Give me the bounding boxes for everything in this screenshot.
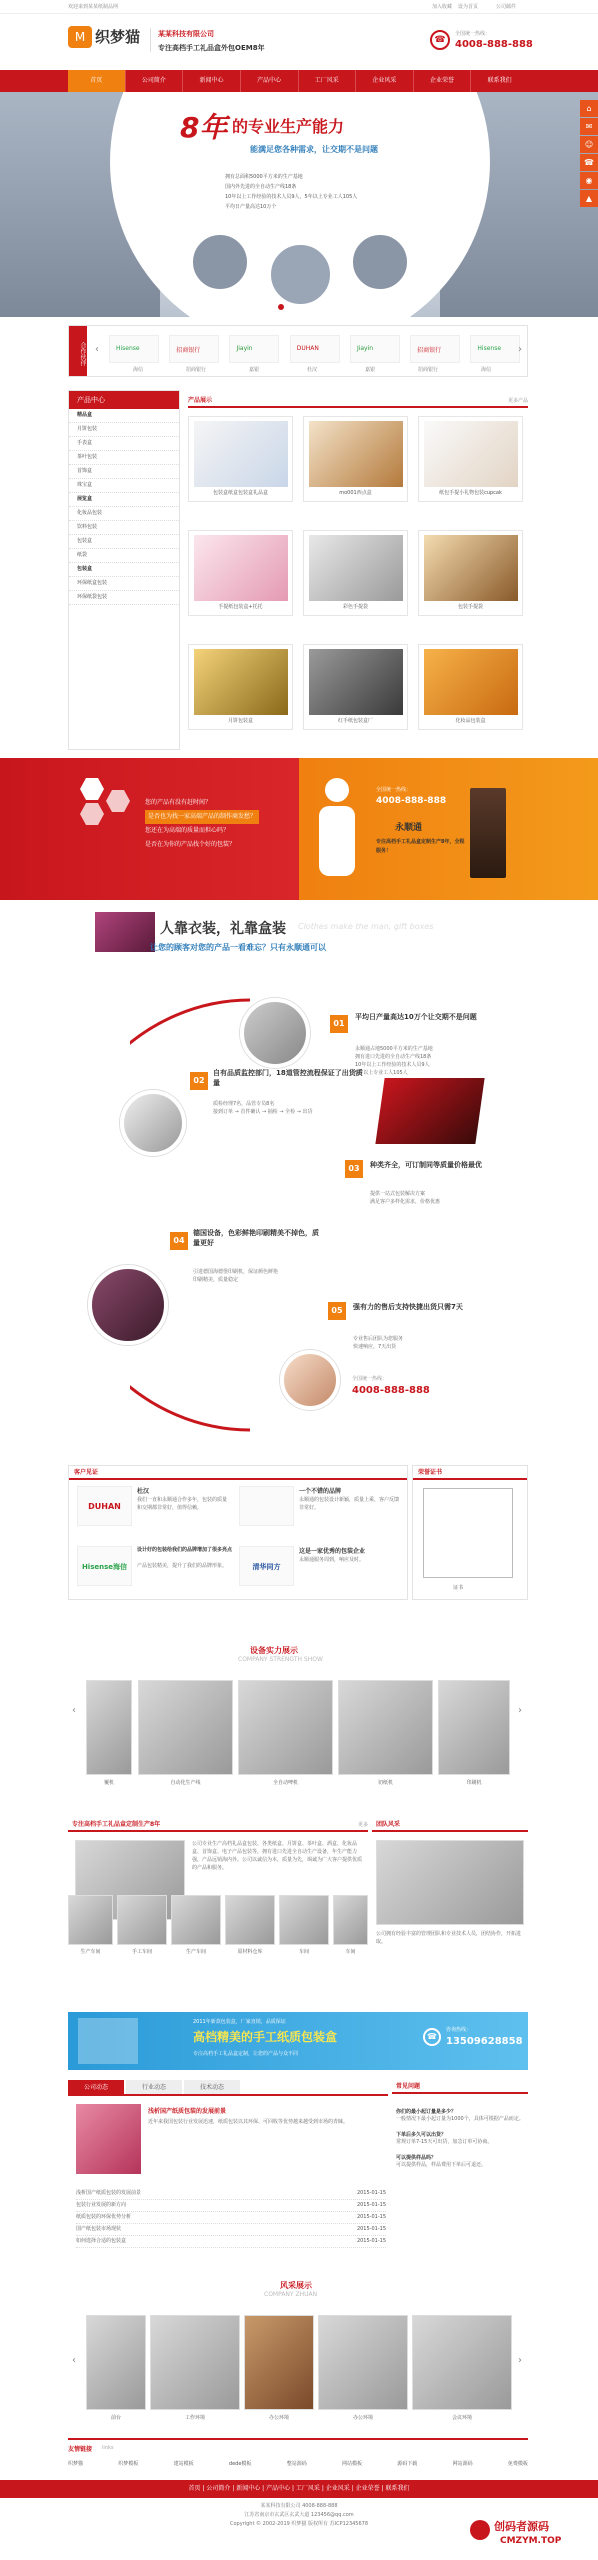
team-text: 公司拥有经验丰富的管理团队和专业技术人员，团结协作，开拓进取。 <box>376 1931 522 1945</box>
strength-caption: 自动化生产线 <box>170 1780 201 1786</box>
hexagon-photo <box>80 803 104 825</box>
back-top-icon[interactable]: ▲ <box>580 190 598 207</box>
product-image[interactable] <box>424 535 518 601</box>
welcome-text: 欢迎来到某某纸制品网 <box>68 4 119 10</box>
about-section <box>68 1818 368 1832</box>
footer-nav-link[interactable]: 首页 <box>188 2485 201 2492</box>
category-item[interactable]: 化妆品包装 <box>69 507 179 521</box>
promo-hotline-label: 咨询热线： <box>446 2027 472 2033</box>
product-caption[interactable]: mo001西点盒 <box>339 490 372 496</box>
news-tabs <box>68 2080 388 2096</box>
category-item[interactable]: 环保纸盒包装 <box>69 577 179 591</box>
client-logo[interactable] <box>239 1486 294 1526</box>
chevron-right-icon[interactable]: › <box>518 2355 522 2366</box>
gallery-caption: 生产车间 <box>80 1949 101 1955</box>
cta-question: 您的产品有没有赶时间？ <box>145 799 212 806</box>
product-caption[interactable]: 包装盒纸盒包装盒礼品盒 <box>212 490 268 496</box>
about-more-link[interactable]: 更多 <box>357 1822 368 1828</box>
client-title[interactable]: 一个不错的品牌 <box>299 1488 342 1495</box>
hexagon-photo <box>80 778 104 800</box>
strength-caption: 全自动啤机 <box>272 1780 298 1786</box>
promo-sub: 专注高档手工礼品盒定制，让您的产品与众不同 <box>193 2051 299 2057</box>
tab-industry-news[interactable]: 行业动态 <box>126 2080 182 2094</box>
footer-nav-link[interactable]: 企业风采 <box>325 2485 350 2492</box>
team-head: 团队风采 <box>372 1818 528 1832</box>
top-bar <box>0 0 598 14</box>
certificate-image[interactable] <box>423 1488 513 1578</box>
client-logo[interactable]: 清华同方 <box>239 1546 294 1586</box>
home-icon[interactable]: ⌂ <box>580 100 598 117</box>
client-title[interactable]: 这是一家优秀的包装企业 <box>299 1548 366 1555</box>
footer-nav: 首页 | 公司简介 | 新闻中心 | 产品中心 | 工厂风采 | 企业风采 | 企业荣誉 | 联系我们 <box>0 2480 598 2498</box>
banner-bullets <box>225 172 357 212</box>
news-feature-image[interactable] <box>76 2104 141 2174</box>
phone-icon: ☎ <box>430 30 450 50</box>
advantage-desc: 提供一站式包装解决方案 满足客户多样化需求，价格优惠 <box>370 1191 441 1205</box>
product-card[interactable] <box>418 416 523 502</box>
product-image[interactable] <box>424 421 518 487</box>
strength-photo[interactable] <box>338 1680 433 1775</box>
advantage-title: 德国设备，色彩鲜艳印刷精美不掉色，质量更好 <box>193 1229 319 1247</box>
phone-icon: ☎ <box>423 2028 441 2046</box>
qq-icon[interactable]: ☺ <box>580 136 598 153</box>
chevron-left-icon[interactable]: ‹ <box>72 2355 76 2366</box>
advantage-desc: 永顺通占地5000平方米的生产基地 拥有进口先进的全自动生产线18条 10年以上工作经验的技术人员9人 5年以上专业工人105人 <box>355 1046 433 1076</box>
header <box>0 14 598 70</box>
banner-subhead: 能满足您各种需求，让交期不是问题 <box>250 145 378 154</box>
footer-nav-link[interactable]: 公司简介 <box>206 2485 231 2492</box>
red-gift-box-image <box>375 1078 484 1144</box>
product-image[interactable] <box>424 649 518 715</box>
advantage-desc: 专业售后团队为您服务 快速响应，7天出货 <box>353 1336 404 1350</box>
product-sidebar-title: 产品中心 <box>69 391 179 409</box>
environment-photo[interactable] <box>318 2315 408 2410</box>
nav-honor[interactable]: 企业荣誉 <box>414 70 472 92</box>
strength-photo[interactable] <box>138 1680 233 1775</box>
client-title[interactable]: 杜汉 <box>137 1488 150 1495</box>
promo-title: 高档精美的手工纸质包装盒 <box>193 2030 338 2044</box>
category-item[interactable]: 纸袋 <box>69 549 179 563</box>
product-image[interactable] <box>194 535 288 601</box>
more-products-link[interactable]: 更多产品 <box>507 398 528 404</box>
news-feature-desc: 近年来我国包装行业发展迅速，纸质包装以其环保、可回收等优势越来越受到市场的青睐。 <box>148 2119 349 2125</box>
friend-link[interactable]: 网站模板 <box>341 2461 362 2467</box>
header-hotline: 4008-888-888 <box>455 39 533 50</box>
honor-caption: 证书 <box>453 1585 464 1591</box>
footer-nav-link[interactable]: 企业荣誉 <box>355 2485 380 2492</box>
partner-logos <box>109 335 528 365</box>
friend-link[interactable]: dede模板 <box>228 2461 252 2467</box>
promo-banner[interactable] <box>68 2012 528 2070</box>
service-girl-photo <box>280 1350 340 1410</box>
product-card[interactable] <box>418 530 523 616</box>
slider-dot[interactable] <box>302 304 308 310</box>
floating-toolbar <box>580 100 598 208</box>
friend-link[interactable]: 网站源码 <box>452 2461 473 2467</box>
strength-title: 设备实力展示 <box>250 1646 298 1655</box>
about-text: 公司专业生产高档礼品盒包装、各类纸盒、月饼盒、茶叶盒、酒盒、化妆品盒、首饰盒、电子产品包装等，拥有进口先进全自动生产设备，年生产能力强，产品远销海内外。公司以诚信为本，质量为先，竭诚为广大客户提供优质的产品和服务。 <box>192 1841 362 1871</box>
news-row[interactable]: 纸质包装的环保优势分析 2015-01-15 <box>76 2212 386 2224</box>
team-section <box>372 1818 528 1832</box>
cta-question: 是否在为你的产品找个好的包装？ <box>145 841 236 848</box>
chat-icon[interactable]: ✉ <box>580 118 598 135</box>
client-title[interactable]: 设计好的包装给我们的品牌增加了很多亮点 <box>137 1547 233 1553</box>
environment-photo[interactable] <box>86 2315 146 2410</box>
chevron-right-icon[interactable]: › <box>518 344 522 355</box>
news-row[interactable]: 包装行业发展的新方向 2015-01-15 <box>76 2200 386 2212</box>
product-image[interactable] <box>309 649 403 715</box>
news-list <box>76 2188 386 2248</box>
banner-bullet: 10年以上工作经验的技术人员9人，5年以上专业工人105人 <box>225 194 358 200</box>
strength-caption: 印刷机 <box>466 1780 482 1786</box>
product-image[interactable] <box>309 421 403 487</box>
news-row[interactable]: 如何选择合适的包装盒 2015-01-15 <box>76 2236 386 2248</box>
friend-link[interactable]: 源码下载 <box>397 2461 418 2467</box>
partner-logo[interactable]: Hisense <box>109 335 159 363</box>
product-card[interactable] <box>303 530 408 616</box>
category-item[interactable]: 手表盒 <box>69 437 179 451</box>
footer-address: 江苏省南京市玄武区玄武大道 123456@qq.com <box>244 2512 354 2518</box>
arc-line <box>130 1000 250 1430</box>
links-head-en: links <box>102 2445 114 2451</box>
environment-caption: 工作环境 <box>184 2415 205 2421</box>
partner-name: 招商银行 <box>185 367 206 373</box>
promo-box-image <box>78 2018 138 2064</box>
add-favorite-link[interactable]: 加入收藏 <box>432 4 453 10</box>
news-feature-title[interactable]: 浅析国产纸质包装的发展前景 <box>148 2108 227 2115</box>
faq-question[interactable]: 可以提供样品吗？ <box>396 2155 437 2161</box>
footer-nav-link[interactable]: 新闻中心 <box>236 2485 261 2492</box>
faq-question[interactable]: 你们的最小起订量是多少？ <box>396 2109 457 2115</box>
environment-caption: 前台 <box>110 2415 121 2421</box>
partner-logo[interactable]: 招商银行 <box>410 335 460 363</box>
client-testimonials <box>68 1465 408 1600</box>
promo-hotline: 13509628858 <box>446 2036 523 2047</box>
partner-logo[interactable]: Jiayin <box>350 335 400 363</box>
gallery-caption: 车间 <box>345 1949 356 1955</box>
cta-hotline-label: 全国统一热线： <box>376 787 412 793</box>
hero-banner <box>0 92 598 317</box>
links-list <box>68 2460 528 2467</box>
strength-photo[interactable] <box>438 1680 510 1775</box>
logo-text[interactable]: 织梦猫 <box>95 28 141 46</box>
nav-style[interactable]: 企业风采 <box>356 70 414 92</box>
gallery-photo[interactable] <box>117 1895 167 1945</box>
links-head: 友情链接 <box>68 2446 93 2453</box>
figure-body <box>319 806 355 876</box>
hotline-label: 全国统一热线： <box>455 31 491 37</box>
team-photo[interactable] <box>376 1840 524 1925</box>
partner-names <box>109 366 515 373</box>
client-desc: 永顺通的包装设计新颖，质量上乘，客户反馈非常好。 <box>299 1497 400 1511</box>
partner-logo[interactable]: 招商银行 <box>169 335 219 363</box>
nav-about[interactable]: 公司简介 <box>126 70 184 92</box>
footer-company: 某某科技有限公司 4008-888-888 <box>260 2503 338 2509</box>
news-section <box>68 2080 388 2270</box>
footer-nav-link[interactable]: 工厂风采 <box>295 2485 320 2492</box>
chevron-left-icon[interactable]: ‹ <box>95 344 99 355</box>
open-gift-box-image <box>95 912 155 952</box>
gallery-photo[interactable] <box>225 1895 275 1945</box>
footer-nav-link[interactable]: 产品中心 <box>266 2485 291 2492</box>
category-heading[interactable]: 精品盒 <box>69 409 179 423</box>
product-card[interactable] <box>188 530 293 616</box>
nav-contact[interactable]: 联系我们 <box>487 77 512 84</box>
product-panel-head <box>188 394 528 408</box>
category-item[interactable]: 茶叶包装 <box>69 451 179 465</box>
cta-questions <box>145 796 259 852</box>
weibo-icon[interactable]: ◉ <box>580 172 598 189</box>
faq-question[interactable]: 下单后多久可以出货？ <box>396 2132 447 2138</box>
friend-link[interactable]: 免费模板 <box>507 2461 528 2467</box>
client-desc: 产品包装精美，提升了我们的品牌形象。 <box>137 1563 228 1569</box>
businessman-figure <box>305 778 365 888</box>
environment-title: 风采展示 <box>280 2281 312 2290</box>
company-name: 某某科技有限公司 <box>158 30 214 38</box>
banner-bullet: 国内外先进的全自动生产线18条 <box>225 184 297 190</box>
promo-top: 2011年新款包装盒，厂家直销，品质保证 <box>193 2019 286 2025</box>
cta-brand: 永顺通 <box>395 823 423 833</box>
chevron-left-icon[interactable]: ‹ <box>72 1705 76 1716</box>
strength-caption: 切纸机 <box>377 1780 393 1786</box>
advantages-title-en: Clothes make the man, gift boxes <box>298 922 434 931</box>
category-heading[interactable]: 展览盒 <box>69 493 179 507</box>
environment-photo[interactable] <box>150 2315 240 2410</box>
environment-caption: 办公环境 <box>268 2415 289 2421</box>
hexagon-photos <box>80 778 150 838</box>
partners-bar <box>68 325 528 377</box>
friend-link[interactable]: 建站模板 <box>173 2461 194 2467</box>
partner-name: 海信 <box>132 367 143 373</box>
workshop-photo-2 <box>268 242 333 307</box>
product-sidebar <box>68 390 180 750</box>
partner-name: 嘉银 <box>248 367 259 373</box>
friend-link[interactable]: 织梦猫 <box>68 2461 84 2467</box>
main-nav <box>0 70 598 92</box>
faq-answer: 常规订单7-15天可出货，加急订单可协商。 <box>396 2139 493 2145</box>
product-caption[interactable]: 包装手提袋 <box>457 604 483 610</box>
faq-answer: 一般情况下最小起订量为1000个，具体可根据产品而定。 <box>396 2116 524 2122</box>
advantage-desc: 引进德国海德堡印刷机，保证颜色鲜艳 印刷精美，质量稳定 <box>193 1269 279 1283</box>
nav-home[interactable]: 首页 <box>68 70 126 92</box>
nav-news[interactable]: 新闻中心 <box>183 70 241 92</box>
cat-logo-icon[interactable]: M <box>68 26 92 48</box>
client-logo[interactable]: Hisense海信 <box>77 1546 132 1586</box>
friend-link[interactable]: 织梦模板 <box>118 2461 139 2467</box>
product-image[interactable] <box>309 535 403 601</box>
partner-name: 海信 <box>480 367 491 373</box>
purple-box-photo <box>88 1265 168 1345</box>
product-image[interactable] <box>194 649 288 715</box>
header-divider <box>150 28 151 52</box>
partner-name: 嘉银 <box>364 367 375 373</box>
figure-head <box>325 778 349 802</box>
strength-caption: 覆机 <box>103 1780 114 1786</box>
footer-copyright: Copyright © 2002-2019 织梦猫 版权所有 苏ICP12345678 <box>229 2521 369 2527</box>
honor-panel <box>412 1465 528 1600</box>
product-image[interactable] <box>194 421 288 487</box>
slider-dot-active[interactable] <box>278 304 284 310</box>
product-card[interactable] <box>303 644 408 730</box>
faq-section <box>392 2080 528 2270</box>
quality-check-photo <box>120 1090 186 1156</box>
advantages-subtitle: 让您的顾客对您的产品一看难忘？只有永顺通可以 <box>150 943 326 952</box>
nav-products[interactable]: 产品中心 <box>241 70 299 92</box>
faq-head: 常见问题 <box>392 2080 528 2094</box>
environment-caption: 会议环境 <box>451 2415 472 2421</box>
advantage-title: 强有力的售后支持快捷出货只需7天 <box>353 1303 463 1311</box>
advantage-num: 04 <box>170 1232 188 1250</box>
friend-link[interactable]: 整站源码 <box>286 2461 307 2467</box>
slider-dot[interactable] <box>290 304 296 310</box>
footer-nav-link[interactable]: 联系我们 <box>385 2485 410 2492</box>
banner-bullet: 拥有总面积5000平方米的生产基地 <box>225 174 303 180</box>
advantage-title: 种类齐全，可订制同等质量价格最优 <box>370 1161 482 1169</box>
gallery-caption: 生产车间 <box>185 1949 206 1955</box>
company-mail-link[interactable]: 公司邮件 <box>496 4 517 10</box>
product-panel-title: 产品展示 <box>188 397 213 404</box>
about-head-title: 专注高档手工礼品盒定制生产8年 <box>72 1821 161 1828</box>
partner-logo[interactable]: DUHAN <box>290 335 340 363</box>
banner-headline-num: 8年 <box>180 111 228 144</box>
advantages-hotline: 4008-888-888 <box>352 1385 430 1396</box>
factory-building-photo <box>240 998 310 1068</box>
workshop-photo-3 <box>350 232 410 292</box>
cta-hotline: 4008-888-888 <box>376 796 447 806</box>
nav-factory[interactable]: 工厂风采 <box>299 70 357 92</box>
watermark-text-en: CMZYM.TOP <box>500 2536 562 2546</box>
product-card[interactable] <box>188 416 293 502</box>
product-card[interactable] <box>303 416 408 502</box>
cta-question: 是否也为找一家高端产品的制作商发愁？ <box>145 810 259 824</box>
tab-company-news[interactable]: 公司动态 <box>68 2080 124 2094</box>
category-item[interactable]: 包装盒 <box>69 535 179 549</box>
advantage-num: 02 <box>190 1072 208 1090</box>
gallery-caption: 手工车间 <box>131 1949 152 1955</box>
cta-question: 您还在为高端的质量而担心吗？ <box>145 827 230 834</box>
advantage-title: 平均日产量高达10万个让交期不是问题 <box>355 1013 477 1021</box>
product-panel <box>188 394 528 408</box>
product-caption[interactable]: 化妆品包装盒 <box>455 718 486 724</box>
gallery-photo[interactable] <box>279 1895 329 1945</box>
advantage-title: 自有品质监控部门，18道管控流程保证了出货质量 <box>213 1069 363 1087</box>
gift-box-image <box>470 788 506 878</box>
banner-bullet: 平均日产量高达10万个 <box>225 204 277 210</box>
phone-icon[interactable]: ☎ <box>580 154 598 171</box>
gallery-caption: 车间 <box>298 1949 309 1955</box>
product-caption[interactable]: 红手纸包装盒厂 <box>337 718 373 724</box>
gallery-photo[interactable] <box>333 1895 368 1945</box>
news-row[interactable]: 浅析国产纸质包装的发展前景 2015-01-15 <box>76 2188 386 2200</box>
gallery-photo[interactable] <box>68 1895 113 1945</box>
product-caption[interactable]: 彩色手提袋 <box>342 604 368 610</box>
friend-links <box>68 2438 528 2472</box>
cta-band <box>0 758 598 900</box>
client-desc: 永顺通服务周到，响应及时。 <box>299 1557 365 1563</box>
advantages-title: 人靠衣装，礼靠盒装 <box>160 921 286 937</box>
header-slogan: 专注高档手工礼品盒外包OEM8年 <box>158 44 265 52</box>
client-logo[interactable]: DUHAN <box>77 1486 132 1526</box>
workshop-photo-1 <box>190 232 250 292</box>
product-caption[interactable]: 手提纸包装盒+托托 <box>218 604 263 610</box>
partners-title: 合作伙伴 <box>69 326 87 376</box>
product-caption[interactable]: 纸包手提小礼物包装cupcak <box>439 490 502 496</box>
advantage-num: 01 <box>330 1015 348 1033</box>
watermark-text: 创码者源码 <box>494 2520 549 2533</box>
banner-headline: 的专业生产能力 <box>232 117 345 136</box>
partner-name: 招商银行 <box>417 367 438 373</box>
partner-logo[interactable]: Jiayin <box>229 335 279 363</box>
environment-caption: 办公环境 <box>352 2415 373 2421</box>
advantage-num: 05 <box>328 1302 346 1320</box>
cta-brand-desc: 专注高档手工礼品盒定制生产8年，全程服务！ <box>376 839 465 854</box>
environment-photo[interactable] <box>244 2315 314 2410</box>
category-item[interactable]: 首饰盒 <box>69 465 179 479</box>
client-desc: 我们一直和永顺通合作多年，包装的质量和交期都非常好，值得信赖。 <box>137 1497 228 1511</box>
strength-title-en: COMPANY STRENGTH SHOW <box>238 1656 323 1663</box>
news-row[interactable]: 国产纸包装市场现状 2015-01-15 <box>76 2224 386 2236</box>
product-card[interactable] <box>418 644 523 730</box>
category-item[interactable]: 珠宝盒 <box>69 479 179 493</box>
partner-name: 杜汉 <box>306 367 317 373</box>
chevron-right-icon[interactable]: › <box>518 1705 522 1716</box>
category-item[interactable]: 环保纸袋包装 <box>69 591 179 605</box>
honor-head: 荣誉证书 <box>413 1466 527 1480</box>
gallery-caption: 原材料仓库 <box>237 1949 263 1955</box>
environment-title-en: COMPANY ZHUAN <box>264 2291 318 2298</box>
product-caption[interactable]: 月饼包装盒 <box>227 718 253 724</box>
advantage-num: 03 <box>345 1160 363 1178</box>
strength-photo[interactable] <box>86 1680 132 1775</box>
category-item[interactable]: 饮料包装 <box>69 521 179 535</box>
strength-photo[interactable] <box>238 1680 333 1775</box>
clients-head: 客户见证 <box>69 1466 407 1480</box>
set-homepage-link[interactable]: 设为首页 <box>458 4 479 10</box>
partner-logo[interactable]: Hisense <box>470 335 520 363</box>
hexagon-photo <box>106 790 130 812</box>
advantages-hotline-label: 全国统一热线： <box>352 1376 388 1382</box>
advantage-desc: 质检经理7名，品管专员8名 接到订单 → 首件确认 → 抽检 → 全检 → 出货 <box>213 1101 313 1115</box>
about-head <box>68 1818 368 1832</box>
product-card[interactable] <box>188 644 293 730</box>
category-heading[interactable]: 包装盒 <box>69 563 179 577</box>
tab-tech-news[interactable]: 技术动态 <box>184 2080 240 2094</box>
faq-list <box>396 2102 526 2169</box>
environment-photo[interactable] <box>412 2315 512 2410</box>
faq-answer: 可以提供样品，样品费用下单后可退还。 <box>396 2162 487 2168</box>
watermark-logo-icon <box>470 2520 490 2540</box>
gallery-photo[interactable] <box>171 1895 221 1945</box>
category-item[interactable]: 月饼包装 <box>69 423 179 437</box>
